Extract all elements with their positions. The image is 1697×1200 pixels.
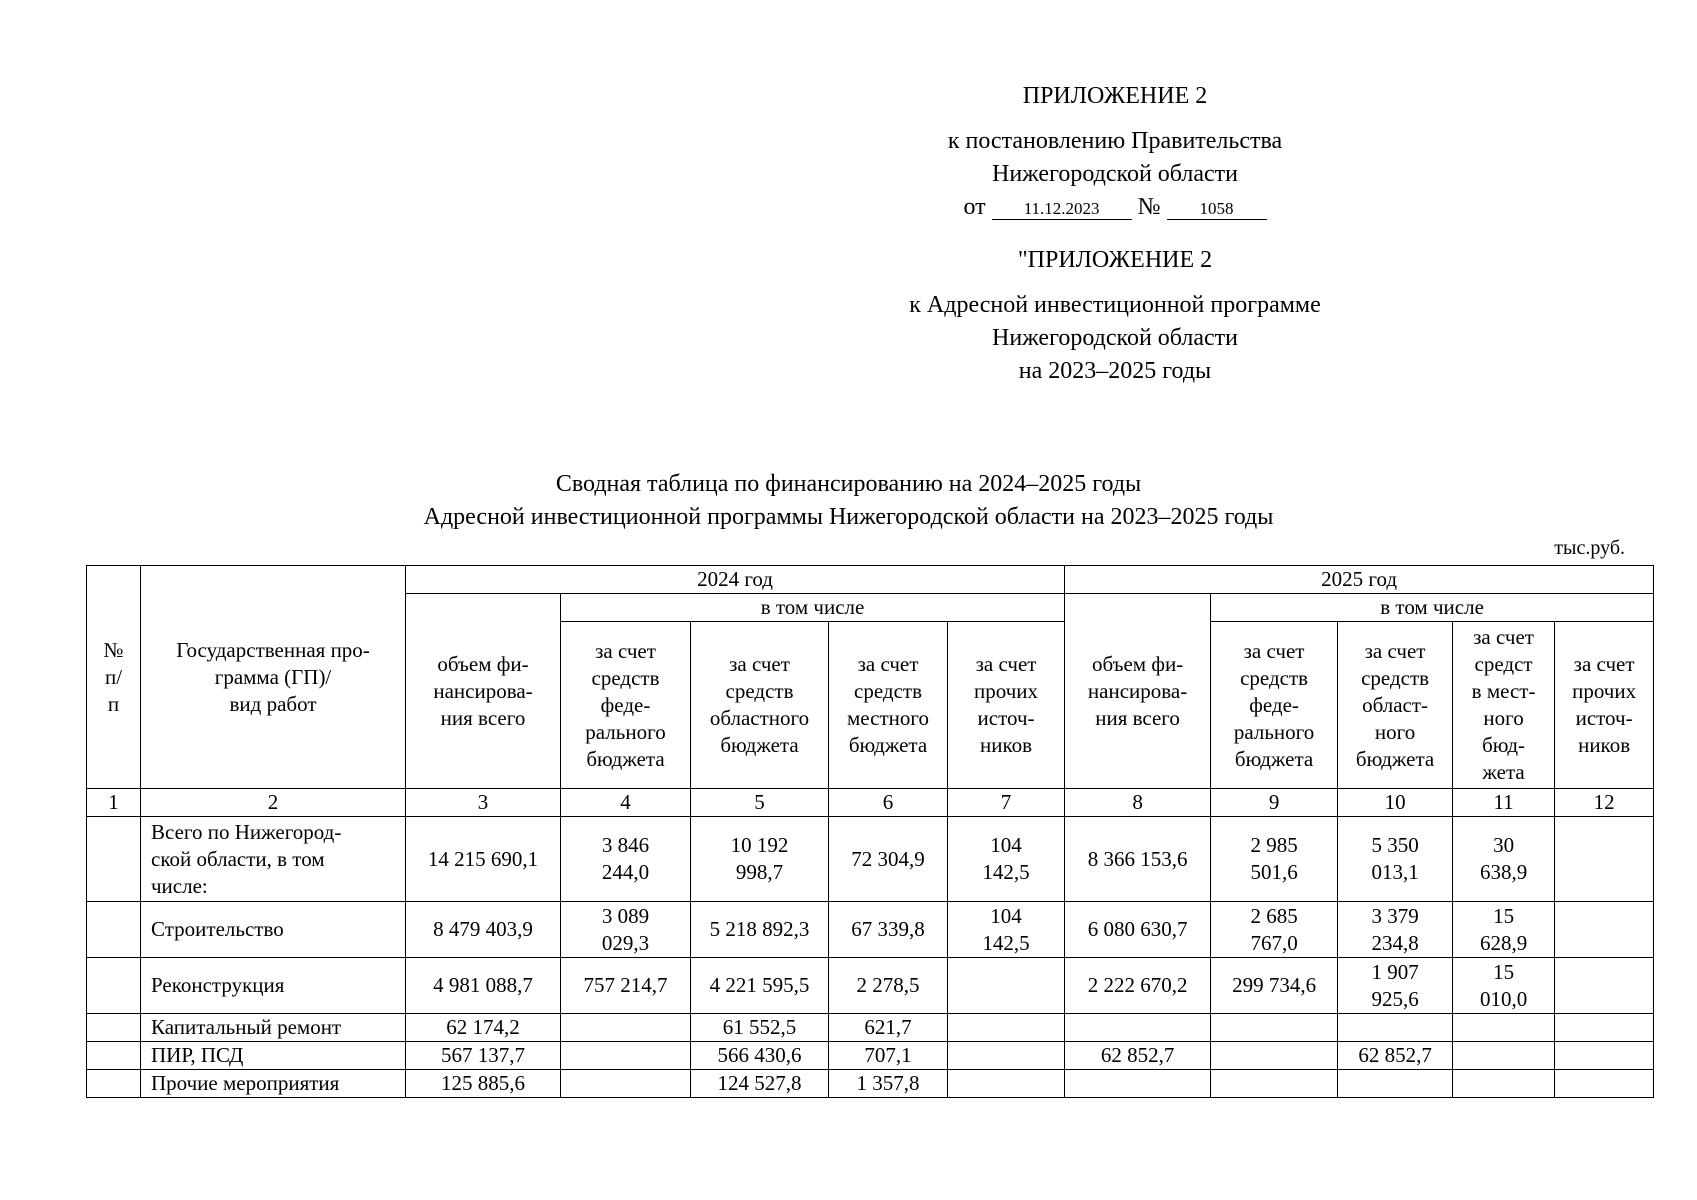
value-cell-c12: [1555, 958, 1654, 1014]
value-cell-c11: [1453, 1042, 1555, 1070]
value-cell-c6: 1 357,8: [829, 1070, 948, 1098]
table-row: [87, 1070, 1654, 1098]
column-numbers-row: [87, 789, 1654, 817]
col-number: 9: [1211, 789, 1338, 817]
row-num-cell: [87, 1014, 141, 1042]
header-loc-2024: за счет средств местного бюджета: [829, 622, 948, 789]
header-total-2025: объем фи- нансирова- ния всего: [1065, 594, 1211, 789]
header-incl-2024: в том числе: [561, 594, 1065, 622]
value-cell-c8: 2 222 670,2: [1065, 958, 1211, 1014]
value-cell-c6: 707,1: [829, 1042, 948, 1070]
col-number: 10: [1338, 789, 1453, 817]
value-cell-c3: 8 479 403,9: [406, 902, 561, 958]
value-cell-c9: 2 685 767,0: [1211, 902, 1338, 958]
value-cell-c3: 62 174,2: [406, 1014, 561, 1042]
header-incl-2025: в том числе: [1211, 594, 1654, 622]
value-cell-c6: 67 339,8: [829, 902, 948, 958]
value-cell-c6: 72 304,9: [829, 817, 948, 902]
table-title-line-2: Адресной инвестиционной программы Нижегородской области на 2023–2025 годы: [423, 504, 1274, 530]
value-cell-c3: 14 215 690,1: [406, 817, 561, 902]
col-number: 3: [406, 789, 561, 817]
program-line-3: на 2023–2025 годы: [1018, 358, 1212, 384]
value-cell-c4: 3 846 244,0: [561, 817, 691, 902]
resolution-line-1: к постановлению Правительства: [947, 128, 1283, 154]
header-num: № п/ п: [87, 566, 141, 789]
value-cell-c4: 757 214,7: [561, 958, 691, 1014]
appendix2-title: "ПРИЛОЖЕНИЕ 2: [1017, 247, 1213, 273]
value-cell-c9: [1211, 1014, 1338, 1042]
resolution-line-2: Нижегородской области: [991, 161, 1239, 187]
header-year-2024: 2024 год: [406, 566, 1065, 594]
value-cell-c8: [1065, 1070, 1211, 1098]
value-cell-c7: [948, 1014, 1065, 1042]
value-cell-c11: [1453, 1014, 1555, 1042]
col-number: 11: [1453, 789, 1555, 817]
col-number: 5: [691, 789, 829, 817]
header-program: Государственная про- грамма (ГП)/ вид работ: [141, 566, 406, 789]
value-cell-c8: 62 852,7: [1065, 1042, 1211, 1070]
value-cell-c5: 61 552,5: [691, 1014, 829, 1042]
row-num-cell: [87, 958, 141, 1014]
table-row: [87, 902, 1654, 958]
table-row: [87, 817, 1654, 902]
row-name-cell: Всего по Нижегород- ской области, в том числе:: [141, 817, 406, 902]
value-cell-c10: [1338, 1070, 1453, 1098]
header-reg-2025: за счет средств област- ного бюджета: [1338, 622, 1453, 789]
row-num-cell: [87, 1042, 141, 1070]
value-cell-c3: 4 981 088,7: [406, 958, 561, 1014]
value-cell-c4: 3 089 029,3: [561, 902, 691, 958]
row-num-cell: [87, 1070, 141, 1098]
header-fed-2025: за счет средств феде- рального бюджета: [1211, 622, 1338, 789]
resolution-date-line: [790, 191, 1440, 224]
value-cell-c11: 15 010,0: [1453, 958, 1555, 1014]
col-number: 1: [87, 789, 141, 817]
value-cell-c10: [1338, 1014, 1453, 1042]
resolution-date: 11.12.2023: [992, 199, 1132, 220]
table-row: [87, 1014, 1654, 1042]
col-number: 8: [1065, 789, 1211, 817]
value-cell-c9: [1211, 1042, 1338, 1070]
value-cell-c12: [1555, 817, 1654, 902]
row-num-cell: [87, 902, 141, 958]
value-cell-c7: 104 142,5: [948, 902, 1065, 958]
col-number: 7: [948, 789, 1065, 817]
row-name-cell: Реконструкция: [141, 958, 406, 1014]
value-cell-c5: 5 218 892,3: [691, 902, 829, 958]
value-cell-c12: [1555, 1070, 1654, 1098]
value-cell-c11: 30 638,9: [1453, 817, 1555, 902]
value-cell-c7: [948, 958, 1065, 1014]
value-cell-c10: 3 379 234,8: [1338, 902, 1453, 958]
value-cell-c8: [1065, 1014, 1211, 1042]
value-cell-c4: [561, 1070, 691, 1098]
col-number: 12: [1555, 789, 1654, 817]
table-title: [0, 468, 1697, 534]
value-cell-c5: 4 221 595,5: [691, 958, 829, 1014]
financing-table: [86, 565, 1654, 1098]
table-row: [87, 958, 1654, 1014]
from-label: от: [963, 194, 986, 220]
value-cell-c6: 2 278,5: [829, 958, 948, 1014]
header-year-2025: 2025 год: [1065, 566, 1654, 594]
program-line-2: Нижегородской области: [991, 325, 1239, 351]
value-cell-c5: 124 527,8: [691, 1070, 829, 1098]
units-label: тыс.руб.: [1554, 537, 1625, 559]
row-num-cell: [87, 817, 141, 902]
value-cell-c3: 125 885,6: [406, 1070, 561, 1098]
value-cell-c7: 104 142,5: [948, 817, 1065, 902]
value-cell-c4: [561, 1014, 691, 1042]
header-loc-2025: за счет средст в мест- ного бюд- жета: [1453, 622, 1555, 789]
program-line-1: к Адресной инвестиционной программе: [909, 292, 1321, 318]
value-cell-c9: [1211, 1070, 1338, 1098]
row-name-cell: ПИР, ПСД: [141, 1042, 406, 1070]
value-cell-c3: 567 137,7: [406, 1042, 561, 1070]
value-cell-c5: 566 430,6: [691, 1042, 829, 1070]
table-body: [87, 817, 1654, 1098]
row-name-cell: Прочие мероприятия: [141, 1070, 406, 1098]
value-cell-c5: 10 192 998,7: [691, 817, 829, 902]
col-number: 4: [561, 789, 691, 817]
value-cell-c4: [561, 1042, 691, 1070]
value-cell-c6: 621,7: [829, 1014, 948, 1042]
value-cell-c8: 6 080 630,7: [1065, 902, 1211, 958]
header-reg-2024: за счет средств областного бюджета: [691, 622, 829, 789]
resolution-number: 1058: [1167, 199, 1267, 220]
header-block: [790, 80, 1440, 388]
header-total-2024: объем фи- нансирова- ния всего: [406, 594, 561, 789]
header-fed-2024: за счет средств феде- рального бюджета: [561, 622, 691, 789]
value-cell-c10: 62 852,7: [1338, 1042, 1453, 1070]
value-cell-c9: 299 734,6: [1211, 958, 1338, 1014]
header-other-2025: за счет прочих источ- ников: [1555, 622, 1654, 789]
appendix-title: ПРИЛОЖЕНИЕ 2: [1022, 83, 1208, 109]
value-cell-c12: [1555, 902, 1654, 958]
col-number: 6: [829, 789, 948, 817]
number-sign: №: [1137, 194, 1161, 220]
col-number: 2: [141, 789, 406, 817]
row-name-cell: Капитальный ремонт: [141, 1014, 406, 1042]
value-cell-c12: [1555, 1042, 1654, 1070]
table-row: [87, 1042, 1654, 1070]
header-other-2024: за счет прочих источ- ников: [948, 622, 1065, 789]
value-cell-c8: 8 366 153,6: [1065, 817, 1211, 902]
value-cell-c9: 2 985 501,6: [1211, 817, 1338, 902]
value-cell-c10: 5 350 013,1: [1338, 817, 1453, 902]
value-cell-c7: [948, 1042, 1065, 1070]
value-cell-c10: 1 907 925,6: [1338, 958, 1453, 1014]
row-name-cell: Строительство: [141, 902, 406, 958]
value-cell-c12: [1555, 1014, 1654, 1042]
value-cell-c7: [948, 1070, 1065, 1098]
value-cell-c11: [1453, 1070, 1555, 1098]
value-cell-c11: 15 628,9: [1453, 902, 1555, 958]
table-title-line-1: Сводная таблица по финансированию на 2024–2025 годы: [555, 471, 1142, 497]
